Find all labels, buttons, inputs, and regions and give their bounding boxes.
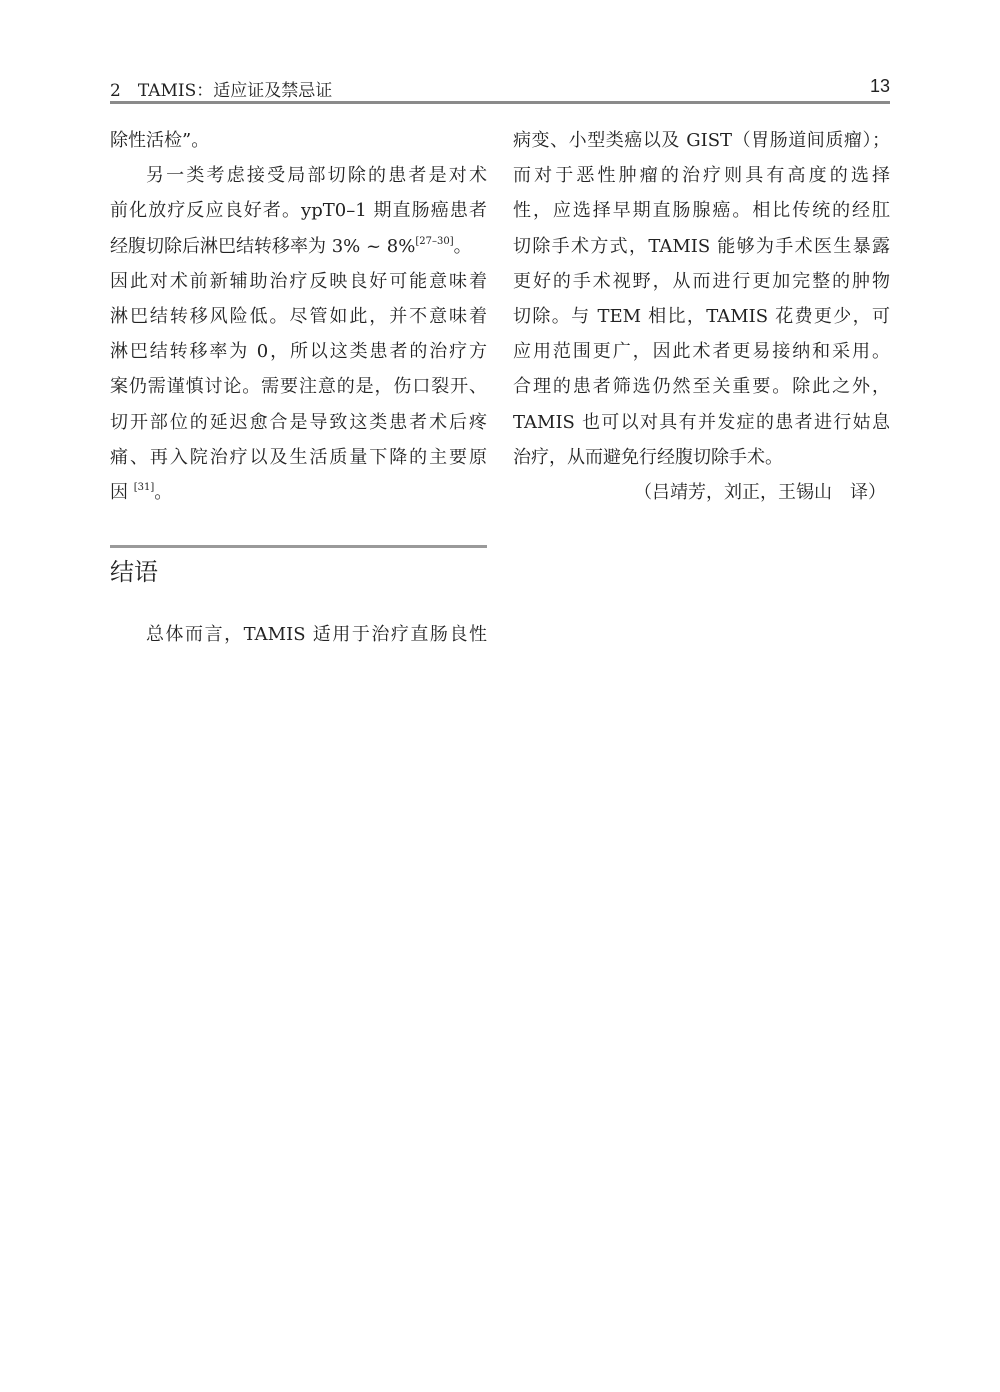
text-line xyxy=(110,480,487,515)
translator-credit: （吕靖芳，刘正，王锡山 译） xyxy=(634,481,886,503)
text-line: 除性活检”。 xyxy=(110,130,210,151)
section-heading: 结语 xyxy=(110,558,158,586)
text-line: 总体而言，TAMIS 适用于治疗直肠良性 xyxy=(146,624,487,645)
line-text: 因 xyxy=(110,481,128,503)
text-line: 淋巴结转移率为 0，所以这类患者的治疗方 xyxy=(110,341,487,363)
conclusion-paragraph xyxy=(110,622,487,657)
text-line: 合理的患者筛选仍然至关重要。除此之外， xyxy=(513,376,890,398)
text-line: 淋巴结转移风险低。尽管如此，并不意味着 xyxy=(110,305,487,327)
text-line: 性，应选择早期直肠腺癌。相比传统的经肛 xyxy=(513,200,890,222)
text-line: 痛、再入院治疗以及生活质量下降的主要原 xyxy=(110,446,487,468)
text-line: 前化放疗反应良好者。ypT0–1 期直肠癌患者 xyxy=(110,200,487,222)
citation: [31] xyxy=(133,481,155,493)
text-line: 切除。与 TEM 相比，TAMIS 花费更少，可 xyxy=(513,305,890,327)
text-line: 治疗，从而避免行经腹切除手术。 xyxy=(513,446,783,468)
text-line: 切开部位的延迟愈合是导致这类患者术后疼 xyxy=(110,411,487,433)
period: 。 xyxy=(453,235,472,257)
text-line: 案仍需谨慎讨论。需要注意的是，伤口裂开、 xyxy=(110,376,487,398)
page-number: 13 xyxy=(869,76,890,96)
text-line: 更好的手术视野，从而进行更加完整的肿物 xyxy=(513,270,890,292)
text-line: 另一类考虑接受局部切除的患者是对术 xyxy=(146,165,487,187)
text-line: 病变、小型类癌以及 GIST（胃肠道间质瘤）； xyxy=(513,130,890,151)
left-column xyxy=(110,128,487,515)
text-line: TAMIS 也可以对具有并发症的患者进行姑息 xyxy=(513,411,890,433)
text-line: 因此对术前新辅助治疗反映良好可能意味着 xyxy=(110,270,487,292)
citation: [27–30] xyxy=(415,235,454,247)
header-rule xyxy=(110,101,890,104)
chapter-title: 2 TAMIS：适应证及禁忌证 xyxy=(110,81,333,101)
right-column xyxy=(513,128,890,515)
line-text: 经腹切除后淋巴结转移率为 3% ~ 8% xyxy=(110,235,416,257)
text-line: 而对于恶性肿瘤的治疗则具有高度的选择 xyxy=(513,165,890,187)
text-line xyxy=(110,234,487,269)
text-line: 应用范围更广，因此术者更易接纳和采用。 xyxy=(513,341,890,363)
period: 。 xyxy=(154,481,173,503)
text-line: 切除手术方式，TAMIS 能够为手术医生暴露 xyxy=(513,235,890,257)
running-header xyxy=(110,76,890,101)
section-rule xyxy=(110,545,487,548)
